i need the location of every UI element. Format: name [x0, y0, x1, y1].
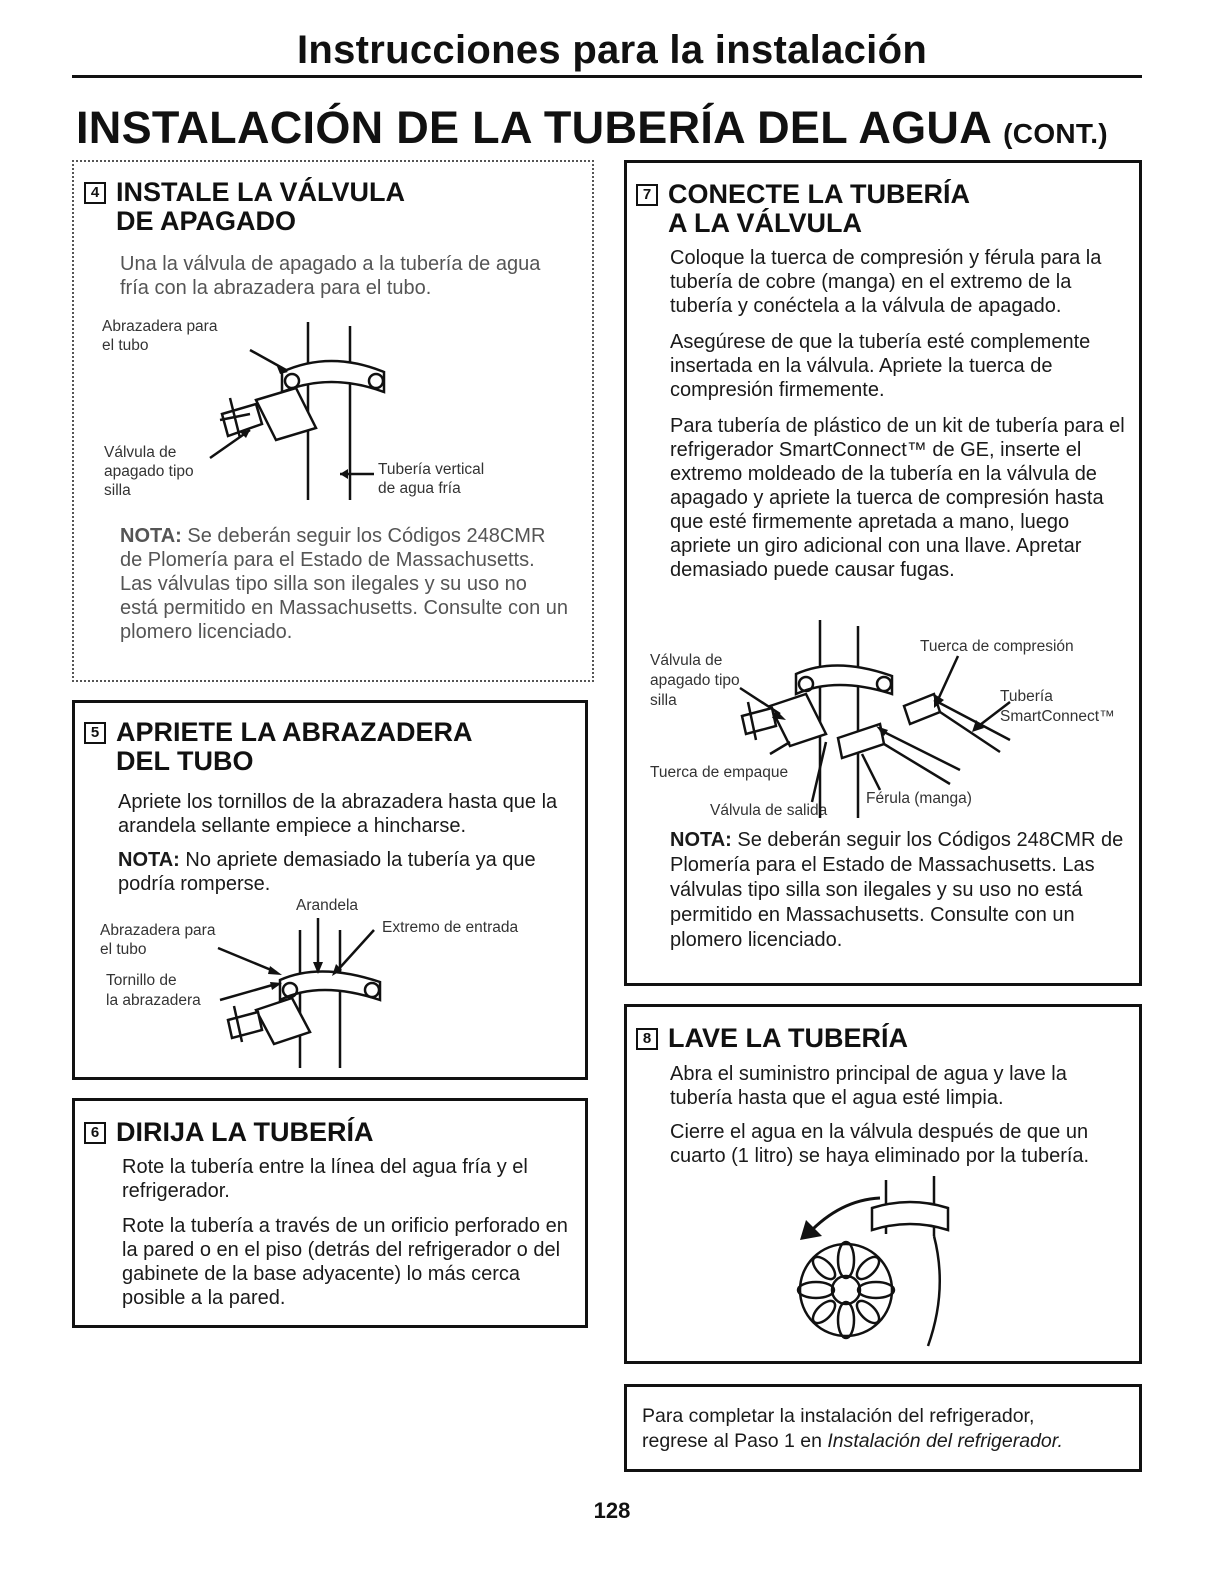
- s5-label-screw-1: Tornillo de: [106, 972, 177, 989]
- s4-label-valve-3: silla: [104, 482, 131, 499]
- step-4-note-text: Se deberán seguir los Códigos 248CMR de Plomería para el Estado de Massachusetts. Las válvulas tipo silla son ilegales y su uso no está permitido en Massachusetts. Consulte con un plomero licenciado.: [120, 525, 569, 643]
- step-7-number: 7: [636, 184, 658, 206]
- step-7-note-text: Se deberán seguir los Códigos 248CMR de Plomería para el Estado de Massachusetts. Las válvulas tipo silla son ilegales y su uso no está permitido en Massachusetts. Consulte con un plomero licenciado.: [670, 829, 1124, 951]
- s5-label-clamp-1: Abrazadera para: [100, 922, 216, 939]
- s5-label-inlet-end: Extremo de entrada: [382, 919, 519, 936]
- step-7-title-line2: A LA VÁLVULA: [668, 208, 862, 238]
- s7-label-valve-3: silla: [650, 692, 677, 709]
- s7-label-packing-nut: Tuerca de empaque: [650, 764, 789, 781]
- step-7-p2: Asegúrese de que la tubería esté complemente insertada en la válvula. Apriete la tuerca de compresión firmemente.: [670, 331, 1091, 401]
- s7-label-outlet-valve: Válvula de salida: [710, 802, 828, 819]
- step-4-number: 4: [84, 182, 106, 204]
- s4-label-clamp-2: el tubo: [102, 337, 149, 354]
- step-6-p2: Rote la tubería a través de un orificio perforado en la pared o en el piso (detrás del refrigerador o del gabinete de la base adyacente) lo más cerca posible a la pared.: [122, 1215, 568, 1309]
- s7-label-valve-1: Válvula de: [650, 652, 723, 669]
- final-note-line2: [642, 1429, 1132, 1454]
- step-4-intro: Una la válvula de apagado a la tubería de agua fría con la abrazadera para el tubo.: [120, 253, 541, 299]
- step-8-p1: Abra el suministro principal de agua y lave la tubería hasta que el agua esté limpia.: [670, 1063, 1067, 1109]
- s7-label-valve-2: apagado tipo: [650, 672, 740, 689]
- step-7-p3: Para tubería de plástico de un kit de tubería para el refrigerador SmartConnect™ de GE, inserte el extremo moldeado de la tubería en la válvula de apagado y apriete la tuerca de compresión hasta que esté firmemente apretada a mano, luego apriete un giro adicional con una llave. Apretar demasiado puede causar fugas.: [670, 415, 1125, 581]
- step-7-note-label: NOTA:: [670, 829, 732, 851]
- s4-label-clamp-1: Abrazadera para: [102, 318, 218, 335]
- step-7-title-line1: CONECTE LA TUBERÍA: [668, 179, 970, 209]
- s4-label-pipe-2: de agua fría: [378, 480, 461, 497]
- s7-label-tubing-1: Tubería: [1000, 688, 1053, 705]
- page-title-text: INSTALACIÓN DE LA TUBERÍA DEL AGUA: [76, 102, 991, 153]
- s4-label-valve-2: apagado tipo: [104, 463, 194, 480]
- step-8-number: 8: [636, 1028, 658, 1050]
- step-5-number: 5: [84, 722, 106, 744]
- page-number: 128: [593, 1498, 631, 1523]
- step-5-text: Apriete los tornillos de la abrazadera hasta que la arandela sellante empiece a hincharse.: [118, 791, 558, 837]
- s5-label-screw-2: la abrazadera: [106, 992, 201, 1009]
- final-note-link-text: Instalación del refrigerador.: [827, 1430, 1063, 1452]
- step-5-title-line1: APRIETE LA ABRAZADERA: [116, 717, 473, 747]
- s5-label-washer: Arandela: [296, 897, 359, 914]
- s4-label-pipe-1: Tubería vertical: [378, 461, 485, 478]
- step-5-note-text: No apriete demasiado la tubería ya que podría romperse.: [118, 849, 536, 895]
- step-6-p1: Rote la tubería entre la línea del agua fría y el refrigerador.: [122, 1156, 528, 1202]
- s4-label-valve-1: Válvula de: [104, 444, 177, 461]
- step-4-title-line2: DE APAGADO: [116, 206, 297, 236]
- final-note-line2-prefix: regrese al Paso 1 en: [642, 1430, 828, 1452]
- step-4-note-label: NOTA:: [120, 525, 182, 547]
- step-5-title-line2: DEL TUBO: [116, 746, 254, 776]
- step-5-note-label: NOTA:: [118, 849, 180, 871]
- s7-label-ferrule: Férula (manga): [866, 790, 972, 807]
- step-6-number: 6: [84, 1122, 106, 1144]
- page-header-title: Instrucciones para la instalación: [296, 28, 928, 72]
- step-8-title: LAVE LA TUBERÍA: [668, 1023, 908, 1053]
- s5-label-clamp-2: el tubo: [100, 941, 147, 958]
- final-note: [642, 1404, 1132, 1454]
- step-6-title: DIRIJA LA TUBERÍA: [116, 1117, 374, 1147]
- step-8-p2: Cierre el agua en la válvula después de que un cuarto (1 litro) se haya eliminado por la tubería.: [670, 1121, 1090, 1167]
- s7-label-compression-nut: Tuerca de compresión: [920, 638, 1074, 655]
- final-note-line1: Para completar la instalación del refrigerador,: [642, 1405, 1035, 1427]
- step-7-p1: Coloque la tuerca de compresión y férula para la tubería de cobre (manga) en el extremo de la tubería y conéctela a la válvula de apagado.: [670, 247, 1102, 317]
- s7-label-tubing-2: SmartConnect™: [1000, 708, 1115, 725]
- step-4-title-line1: INSTALE LA VÁLVULA: [116, 177, 405, 207]
- page-title-cont: (CONT.): [1003, 118, 1108, 149]
